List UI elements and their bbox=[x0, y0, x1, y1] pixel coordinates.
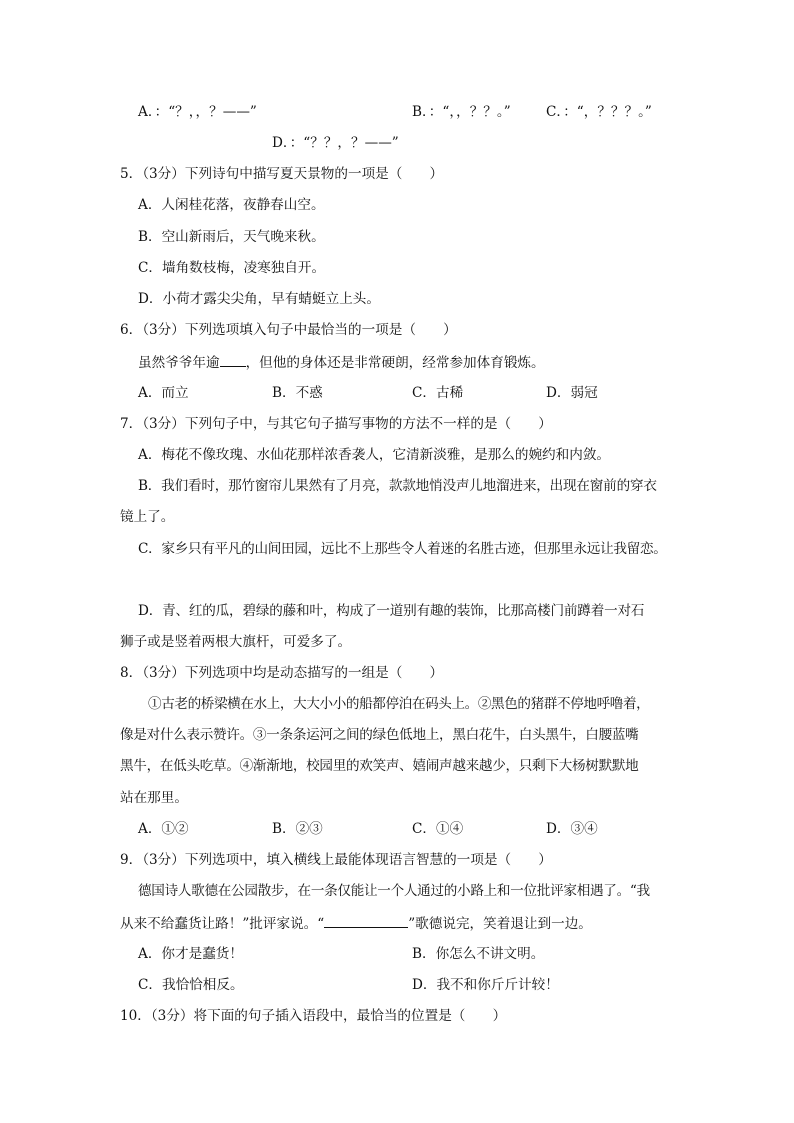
q6-option-d: D．弱冠 bbox=[546, 385, 598, 401]
q6-sentence-before: 虽然爷爷年逾 bbox=[138, 355, 220, 371]
q6-stem: 6．（3分）下列选项填入句子中最恰当的一项是（ ） bbox=[120, 322, 457, 338]
q10-stem: 10．（3分）将下面的句子插入语段中，最恰当的位置是（ ） bbox=[120, 1008, 507, 1024]
q7-option-c: C．家乡只有平凡的山间田园，远比不上那些令人着迷的名胜古迹，但那里永远让我留恋。 bbox=[138, 541, 667, 557]
q7-option-d-line1: D．青、红的瓜，碧绿的藤和叶，构成了一道别有趣的装饰，比那高楼门前蹲着一对石 bbox=[138, 603, 645, 619]
q9-stem: 9．（3分）下列选项中，填入横线上最能体现语言智慧的一项是（ ） bbox=[120, 852, 552, 868]
q8-option-c: C．①④ bbox=[412, 821, 464, 837]
q8-passage-line2: 像是对什么表示赞许。③一条条运河之间的绿色低地上，黑白花牛，白头黑牛，白腰蓝嘴 bbox=[120, 727, 639, 743]
q4-option-b: B．：“，，？？。” bbox=[412, 104, 511, 120]
q9-option-d: D．我不和你斤斤计较！ bbox=[412, 977, 559, 993]
q4-option-a: A．：“？，，？——” bbox=[138, 104, 257, 120]
q4-option-c: C．：“，？？？。” bbox=[546, 104, 652, 120]
q4-option-d: D．：“？？，？——” bbox=[272, 135, 399, 151]
q9-passage-after: ”歌德说完，笑着退让到一边。 bbox=[408, 916, 592, 932]
q8-stem: 8．（3分）下列选项中均是动态描写的一组是（ ） bbox=[120, 665, 444, 681]
q7-option-b-line1: B．我们看时，那竹窗帘儿果然有了月亮，款款地悄没声儿地溜进来，出现在窗前的穿衣 bbox=[138, 478, 657, 494]
q8-passage-line1: ①古老的桥梁横在水上，大大小小的船都停泊在码头上。②黑色的猪群不停地呼噜着， bbox=[148, 696, 650, 712]
q9-option-c: C．我恰恰相反。 bbox=[138, 977, 244, 993]
q6-option-b: B．不惑 bbox=[272, 385, 323, 401]
q8-passage-line4: 站在那里。 bbox=[120, 790, 188, 806]
q6-option-c: C．古稀 bbox=[412, 385, 464, 401]
q9-option-a: A．你才是蠢货！ bbox=[138, 946, 243, 962]
q8-option-d: D．③④ bbox=[546, 821, 598, 837]
q6-sentence bbox=[138, 352, 545, 373]
q6-sentence-after: ，但他的身体还是非常硬朗，经常参加体育锻炼。 bbox=[245, 355, 545, 371]
q8-option-a: A．①② bbox=[138, 821, 189, 837]
q5-stem: 5．（3分）下列诗句中描写夏天景物的一项是（ ） bbox=[120, 166, 444, 182]
q7-option-b-line2: 镜上了。 bbox=[120, 509, 175, 525]
q5-option-b: B．空山新雨后，天气晚来秋。 bbox=[138, 229, 325, 245]
q9-passage-before: 从来不给蠢货让路！”批评家说。“ bbox=[120, 916, 325, 932]
q9-blank bbox=[324, 913, 408, 928]
q7-option-d-line2: 狮子或是竖着两根大旗杆，可爱多了。 bbox=[120, 634, 352, 650]
q7-stem: 7．（3分）下列句子中，与其它句子描写事物的方法不一样的是（ ） bbox=[120, 416, 552, 432]
q8-option-b: B．②③ bbox=[272, 821, 323, 837]
q9-passage-line2 bbox=[120, 913, 592, 934]
q5-option-d: D．小荷才露尖尖角，早有蜻蜓立上头。 bbox=[138, 291, 380, 307]
q7-option-a: A．梅花不像玫瑰、水仙花那样浓香袭人，它清新淡雅，是那么的婉约和内敛。 bbox=[138, 447, 611, 463]
q5-option-c: C．墙角数枝梅，凌寒独自开。 bbox=[138, 260, 326, 276]
q5-option-a: A．人闲桂花落，夜静春山空。 bbox=[138, 197, 325, 213]
q9-passage-line1: 德国诗人歌德在公园散步，在一条仅能让一个人通过的小路上和一位批评家相遇了。“我 bbox=[138, 883, 650, 899]
q6-blank bbox=[220, 352, 246, 367]
q6-option-a: A．而立 bbox=[138, 385, 189, 401]
q8-passage-line3: 黑牛，在低头吃草。④渐渐地，校园里的欢笑声、嬉闹声越来越少，只剩下大杨树默默地 bbox=[120, 758, 639, 774]
q9-option-b: B．你怎么不讲文明。 bbox=[412, 946, 545, 962]
